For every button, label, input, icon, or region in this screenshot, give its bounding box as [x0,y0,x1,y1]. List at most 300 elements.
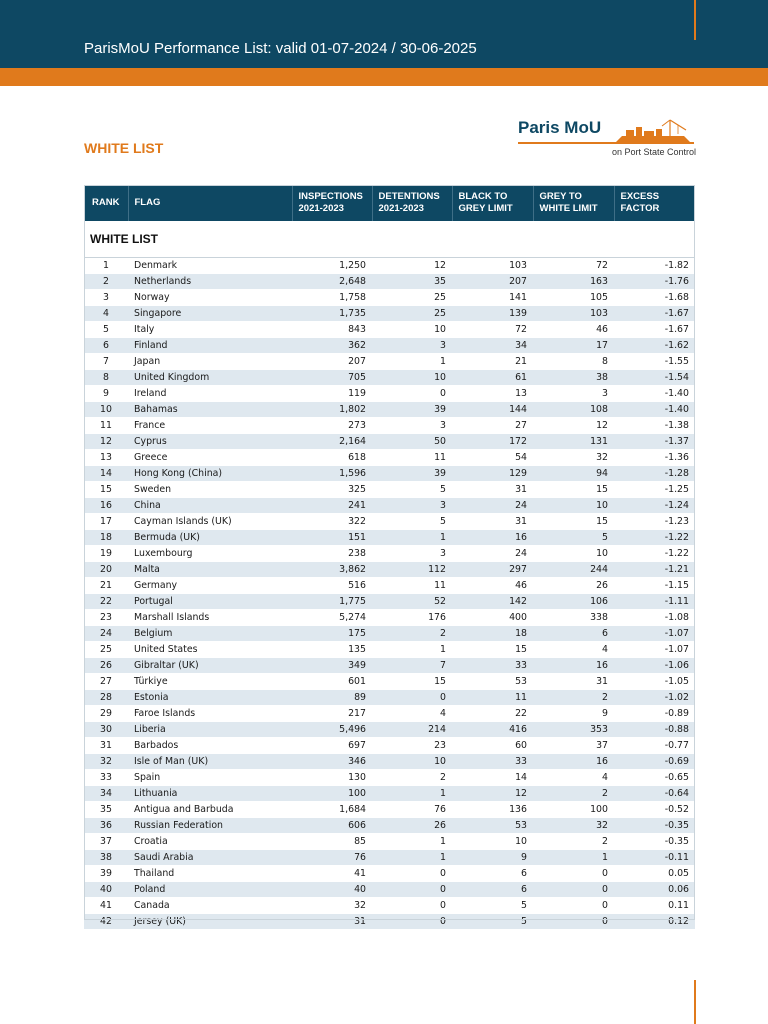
cell-flag: Gibraltar (UK) [128,658,292,674]
column-header-inspections: INSPECTIONS 2021-2023 [292,185,372,221]
cell-flag: Greece [128,450,292,466]
cell-grey-to-white: 353 [533,722,614,738]
cell-grey-to-white: 2 [533,690,614,706]
cell-rank: 33 [84,770,128,786]
cell-excess-factor: -1.07 [614,642,695,658]
cell-inspections: 100 [292,786,372,802]
cell-excess-factor: -1.07 [614,626,695,642]
cell-inspections: 606 [292,818,372,834]
white-list-table-container [84,185,695,927]
cell-inspections: 217 [292,706,372,722]
cell-inspections: 705 [292,370,372,386]
cell-rank: 19 [84,546,128,562]
cell-excess-factor: -1.21 [614,562,695,578]
cell-inspections: 516 [292,578,372,594]
column-header-flag: FLAG [128,185,292,221]
cell-rank: 21 [84,578,128,594]
cell-detentions: 112 [372,562,452,578]
table-row [84,898,695,914]
cell-detentions: 10 [372,754,452,770]
cell-grey-to-white: 2 [533,834,614,850]
cell-excess-factor: -1.22 [614,530,695,546]
cell-excess-factor: 0.05 [614,866,695,882]
cell-flag: Marshall Islands [128,610,292,626]
cell-excess-factor: -1.67 [614,322,695,338]
cell-black-to-grey: 11 [452,690,533,706]
cell-rank: 34 [84,786,128,802]
cell-inspections: 238 [292,546,372,562]
cell-flag: Luxembourg [128,546,292,562]
cell-excess-factor: -1.40 [614,386,695,402]
cell-grey-to-white: 32 [533,450,614,466]
cell-grey-to-white: 105 [533,290,614,306]
column-header-detentions: DETENTIONS 2021-2023 [372,185,452,221]
cell-excess-factor: -1.76 [614,274,695,290]
cell-inspections: 151 [292,530,372,546]
cell-grey-to-white: 0 [533,882,614,898]
cell-flag: Thailand [128,866,292,882]
cell-detentions: 214 [372,722,452,738]
white-list-table [84,185,695,930]
cell-grey-to-white: 16 [533,754,614,770]
cell-flag: Croatia [128,834,292,850]
cell-flag: Hong Kong (China) [128,466,292,482]
logo-underline [518,142,694,144]
cell-inspections: 1,758 [292,290,372,306]
cell-rank: 11 [84,418,128,434]
cell-excess-factor: -1.68 [614,290,695,306]
table-row [84,642,695,658]
cell-inspections: 40 [292,882,372,898]
cell-detentions: 0 [372,898,452,914]
cell-inspections: 41 [292,866,372,882]
table-row [84,370,695,386]
paris-mou-logo [516,112,696,160]
cell-grey-to-white: 26 [533,578,614,594]
cell-excess-factor: -1.22 [614,546,695,562]
cell-detentions: 3 [372,498,452,514]
cell-black-to-grey: 31 [452,514,533,530]
cell-excess-factor: 0.11 [614,898,695,914]
table-row [84,338,695,354]
cell-flag: Antigua and Barbuda [128,802,292,818]
cell-black-to-grey: 9 [452,850,533,866]
cell-rank: 10 [84,402,128,418]
cell-grey-to-white: 4 [533,642,614,658]
cell-flag: Malta [128,562,292,578]
cell-grey-to-white: 10 [533,546,614,562]
cell-grey-to-white: 106 [533,594,614,610]
cell-flag: Finland [128,338,292,354]
cell-rank: 12 [84,434,128,450]
cell-rank: 18 [84,530,128,546]
cell-grey-to-white: 0 [533,914,614,930]
cell-detentions: 12 [372,258,452,274]
cell-excess-factor: -0.88 [614,722,695,738]
cell-black-to-grey: 207 [452,274,533,290]
table-row [84,674,695,690]
cell-inspections: 2,164 [292,434,372,450]
cell-flag: Italy [128,322,292,338]
cell-excess-factor: 0.12 [614,914,695,930]
cell-black-to-grey: 144 [452,402,533,418]
cell-grey-to-white: 17 [533,338,614,354]
cell-rank: 42 [84,914,128,930]
cell-grey-to-white: 12 [533,418,614,434]
cell-rank: 32 [84,754,128,770]
cell-detentions: 15 [372,674,452,690]
cell-inspections: 1,802 [292,402,372,418]
cell-detentions: 52 [372,594,452,610]
cell-rank: 22 [84,594,128,610]
cell-excess-factor: -1.62 [614,338,695,354]
cell-excess-factor: -0.77 [614,738,695,754]
cell-inspections: 346 [292,754,372,770]
cell-detentions: 39 [372,402,452,418]
cell-black-to-grey: 5 [452,914,533,930]
cell-excess-factor: -1.82 [614,258,695,274]
cell-detentions: 26 [372,818,452,834]
cell-rank: 23 [84,610,128,626]
cell-grey-to-white: 0 [533,898,614,914]
cell-excess-factor: -1.23 [614,514,695,530]
cell-rank: 36 [84,818,128,834]
cell-flag: Ireland [128,386,292,402]
cell-rank: 9 [84,386,128,402]
cell-flag: Russian Federation [128,818,292,834]
cell-detentions: 11 [372,450,452,466]
cell-rank: 40 [84,882,128,898]
cell-detentions: 1 [372,786,452,802]
cell-detentions: 176 [372,610,452,626]
table-row [84,450,695,466]
cell-flag: United States [128,642,292,658]
cell-excess-factor: -0.52 [614,802,695,818]
cell-excess-factor: -1.40 [614,402,695,418]
table-row [84,546,695,562]
logo-subtitle: on Port State Control [611,147,696,157]
column-header-grey-to-white: GREY TO WHITE LIMIT [533,185,614,221]
cell-inspections: 130 [292,770,372,786]
cell-flag: Denmark [128,258,292,274]
cell-excess-factor: -1.37 [614,434,695,450]
cell-detentions: 35 [372,274,452,290]
cell-grey-to-white: 6 [533,626,614,642]
table-row [84,770,695,786]
cell-excess-factor: -0.11 [614,850,695,866]
cell-black-to-grey: 139 [452,306,533,322]
cell-flag: Singapore [128,306,292,322]
cell-excess-factor: -1.55 [614,354,695,370]
cell-grey-to-white: 4 [533,770,614,786]
cell-excess-factor: -0.35 [614,834,695,850]
cell-rank: 4 [84,306,128,322]
cell-detentions: 1 [372,642,452,658]
cell-black-to-grey: 33 [452,658,533,674]
cell-black-to-grey: 6 [452,866,533,882]
cell-black-to-grey: 27 [452,418,533,434]
cell-excess-factor: -0.64 [614,786,695,802]
cell-excess-factor: -1.54 [614,370,695,386]
cell-grey-to-white: 15 [533,514,614,530]
table-row [84,802,695,818]
table-row [84,690,695,706]
cell-flag: Canada [128,898,292,914]
table-row [84,882,695,898]
cell-rank: 15 [84,482,128,498]
cell-excess-factor: -1.28 [614,466,695,482]
logo-text: Paris MoU [518,118,602,137]
table-row [84,434,695,450]
cell-flag: Poland [128,882,292,898]
cell-grey-to-white: 94 [533,466,614,482]
cell-flag: Türkiye [128,674,292,690]
section-title: WHITE LIST [84,140,164,156]
cell-inspections: 89 [292,690,372,706]
table-row [84,626,695,642]
table-row [84,866,695,882]
cell-grey-to-white: 37 [533,738,614,754]
cell-excess-factor: -0.69 [614,754,695,770]
cell-grey-to-white: 131 [533,434,614,450]
cell-rank: 13 [84,450,128,466]
table-row [84,818,695,834]
cell-grey-to-white: 108 [533,402,614,418]
cell-inspections: 76 [292,850,372,866]
cell-inspections: 843 [292,322,372,338]
table-row [84,914,695,930]
cell-flag: Faroe Islands [128,706,292,722]
table-row [84,290,695,306]
cell-rank: 20 [84,562,128,578]
cell-flag: Sweden [128,482,292,498]
table-row [84,722,695,738]
table-row [84,482,695,498]
cell-inspections: 32 [292,898,372,914]
cell-detentions: 1 [372,530,452,546]
cell-black-to-grey: 60 [452,738,533,754]
table-row [84,498,695,514]
cell-excess-factor: -0.89 [614,706,695,722]
cell-rank: 35 [84,802,128,818]
cell-flag: Cyprus [128,434,292,450]
cell-detentions: 76 [372,802,452,818]
cell-detentions: 1 [372,850,452,866]
cell-grey-to-white: 15 [533,482,614,498]
table-row [84,418,695,434]
cell-detentions: 25 [372,290,452,306]
cell-inspections: 175 [292,626,372,642]
cell-grey-to-white: 100 [533,802,614,818]
cell-black-to-grey: 297 [452,562,533,578]
column-header-rank: RANK [84,185,128,221]
cell-detentions: 39 [372,466,452,482]
cell-inspections: 1,735 [292,306,372,322]
cell-black-to-grey: 15 [452,642,533,658]
cell-detentions: 1 [372,354,452,370]
cell-black-to-grey: 72 [452,322,533,338]
cell-detentions: 23 [372,738,452,754]
cell-inspections: 1,775 [292,594,372,610]
cell-black-to-grey: 416 [452,722,533,738]
cell-black-to-grey: 142 [452,594,533,610]
cell-inspections: 1,250 [292,258,372,274]
table-row [84,530,695,546]
table-row [84,402,695,418]
cell-rank: 1 [84,258,128,274]
table-row [84,786,695,802]
cell-detentions: 0 [372,882,452,898]
cell-flag: Netherlands [128,274,292,290]
cell-grey-to-white: 3 [533,386,614,402]
cell-black-to-grey: 12 [452,786,533,802]
cell-excess-factor: -1.67 [614,306,695,322]
cell-detentions: 3 [372,418,452,434]
ship-crane-icon [612,116,694,144]
table-row [84,322,695,338]
cell-rank: 41 [84,898,128,914]
cell-rank: 3 [84,290,128,306]
cell-flag: Lithuania [128,786,292,802]
column-header-black-to-grey: BLACK TO GREY LIMIT [452,185,533,221]
cell-excess-factor: -1.06 [614,658,695,674]
cell-black-to-grey: 14 [452,770,533,786]
cell-detentions: 0 [372,386,452,402]
header-accent-line [694,0,696,40]
cell-inspections: 1,596 [292,466,372,482]
cell-black-to-grey: 16 [452,530,533,546]
cell-flag: Norway [128,290,292,306]
cell-excess-factor: -1.24 [614,498,695,514]
cell-excess-factor: -1.11 [614,594,695,610]
cell-grey-to-white: 46 [533,322,614,338]
cell-flag: Jersey (UK) [128,914,292,930]
cell-excess-factor: -1.05 [614,674,695,690]
cell-flag: Isle of Man (UK) [128,754,292,770]
cell-inspections: 325 [292,482,372,498]
cell-rank: 30 [84,722,128,738]
cell-flag: Barbados [128,738,292,754]
cell-grey-to-white: 5 [533,530,614,546]
cell-detentions: 0 [372,866,452,882]
cell-detentions: 3 [372,338,452,354]
table-row [84,850,695,866]
cell-excess-factor: -1.25 [614,482,695,498]
cell-detentions: 7 [372,658,452,674]
table-row [84,706,695,722]
cell-flag: Portugal [128,594,292,610]
cell-inspections: 3,862 [292,562,372,578]
table-header-row [84,185,695,221]
cell-inspections: 85 [292,834,372,850]
cell-black-to-grey: 129 [452,466,533,482]
cell-inspections: 697 [292,738,372,754]
table-row [84,594,695,610]
table-row [84,258,695,274]
cell-inspections: 135 [292,642,372,658]
table-row [84,738,695,754]
cell-detentions: 0 [372,914,452,930]
cell-grey-to-white: 8 [533,354,614,370]
cell-inspections: 601 [292,674,372,690]
cell-grey-to-white: 16 [533,658,614,674]
cell-rank: 6 [84,338,128,354]
cell-detentions: 2 [372,626,452,642]
footer-accent-line [694,980,696,1024]
cell-black-to-grey: 24 [452,546,533,562]
cell-excess-factor: -1.38 [614,418,695,434]
cell-detentions: 2 [372,770,452,786]
cell-rank: 14 [84,466,128,482]
cell-black-to-grey: 5 [452,898,533,914]
cell-detentions: 5 [372,482,452,498]
cell-grey-to-white: 244 [533,562,614,578]
cell-black-to-grey: 31 [452,482,533,498]
cell-grey-to-white: 31 [533,674,614,690]
cell-rank: 5 [84,322,128,338]
cell-black-to-grey: 24 [452,498,533,514]
cell-grey-to-white: 0 [533,866,614,882]
cell-flag: Estonia [128,690,292,706]
cell-inspections: 362 [292,338,372,354]
cell-black-to-grey: 54 [452,450,533,466]
cell-grey-to-white: 2 [533,786,614,802]
cell-grey-to-white: 72 [533,258,614,274]
cell-black-to-grey: 141 [452,290,533,306]
cell-detentions: 4 [372,706,452,722]
cell-black-to-grey: 172 [452,434,533,450]
table-row [84,578,695,594]
cell-rank: 31 [84,738,128,754]
cell-flag: Japan [128,354,292,370]
cell-inspections: 322 [292,514,372,530]
cell-black-to-grey: 10 [452,834,533,850]
cell-grey-to-white: 9 [533,706,614,722]
cell-rank: 8 [84,370,128,386]
cell-inspections: 5,274 [292,610,372,626]
cell-detentions: 10 [372,370,452,386]
header-bar [0,0,768,68]
cell-detentions: 3 [372,546,452,562]
cell-rank: 16 [84,498,128,514]
cell-detentions: 50 [372,434,452,450]
cell-excess-factor: -1.36 [614,450,695,466]
cell-black-to-grey: 13 [452,386,533,402]
cell-detentions: 11 [372,578,452,594]
cell-excess-factor: -0.65 [614,770,695,786]
cell-detentions: 5 [372,514,452,530]
cell-rank: 38 [84,850,128,866]
cell-black-to-grey: 136 [452,802,533,818]
cell-flag: United Kingdom [128,370,292,386]
cell-black-to-grey: 46 [452,578,533,594]
cell-grey-to-white: 163 [533,274,614,290]
cell-black-to-grey: 33 [452,754,533,770]
table-row [84,834,695,850]
cell-flag: Liberia [128,722,292,738]
cell-black-to-grey: 53 [452,818,533,834]
cell-flag: Bahamas [128,402,292,418]
cell-rank: 39 [84,866,128,882]
cell-inspections: 2,648 [292,274,372,290]
cell-rank: 27 [84,674,128,690]
table-row [84,274,695,290]
cell-inspections: 241 [292,498,372,514]
cell-inspections: 349 [292,658,372,674]
cell-rank: 29 [84,706,128,722]
table-row [84,386,695,402]
cell-flag: Spain [128,770,292,786]
